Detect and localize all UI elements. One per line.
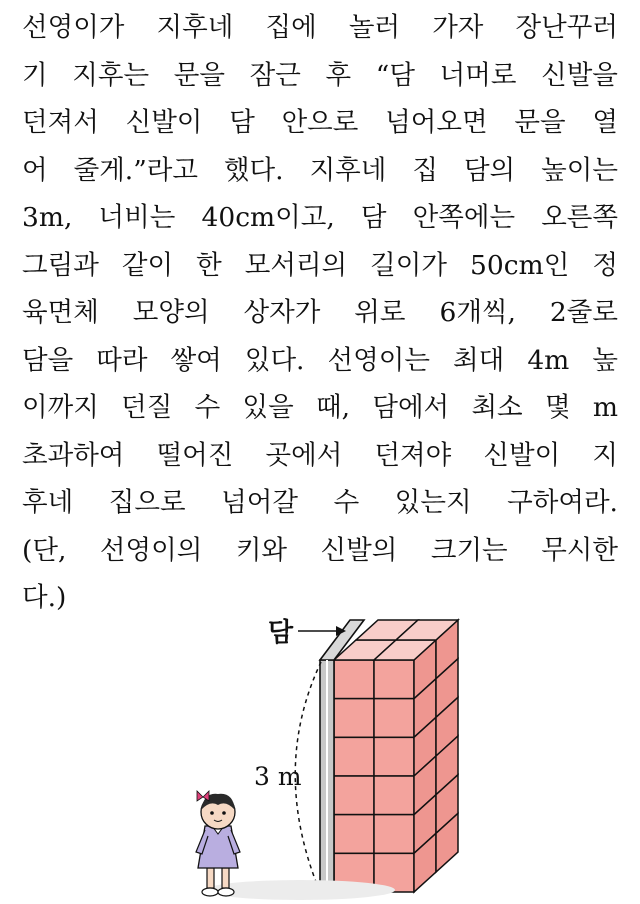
problem-word: 크기는 <box>430 534 508 566</box>
problem-line <box>22 52 618 100</box>
problem-word: 담의 <box>463 154 516 186</box>
problem-word: 40cm이고, <box>201 202 335 233</box>
problem-word: 몇 <box>544 392 571 423</box>
problem-line <box>22 337 618 385</box>
problem-word: 50cm인 <box>470 249 570 281</box>
girl-figure <box>196 791 240 896</box>
problem-word: 지후네 <box>156 12 234 43</box>
problem-word: 담 <box>229 107 255 138</box>
problem-line <box>22 4 618 52</box>
problem-word: 수 <box>333 487 360 518</box>
problem-word: 담에서 <box>372 392 450 423</box>
problem-word: 선영이가 <box>22 12 125 43</box>
problem-word: 집에 <box>265 12 317 43</box>
box-front <box>334 737 374 776</box>
box-front <box>374 699 414 738</box>
problem-word: 그림과 <box>22 249 99 281</box>
problem-word: 다.) <box>22 582 67 613</box>
problem-word: 어 <box>22 154 48 186</box>
problem-line <box>22 147 618 195</box>
problem-word: (단, <box>22 534 67 566</box>
problem-word: 곳에서 <box>265 439 343 471</box>
box-front <box>374 737 414 776</box>
problem-word: 문을 <box>173 59 225 91</box>
problem-word: 이까지 <box>22 392 99 423</box>
problem-word: 육면체 <box>22 297 99 328</box>
box-front <box>334 815 374 854</box>
problem-word: 3m, <box>22 202 73 233</box>
problem-word: 신발이 <box>483 439 561 471</box>
problem-line <box>22 432 618 480</box>
problem-word: 던질 <box>121 392 173 423</box>
figure <box>0 600 640 904</box>
problem-word: 위로 <box>354 297 406 328</box>
problem-word: 신발이 <box>125 107 203 138</box>
stacked-boxes <box>334 620 458 892</box>
problem-word: 문을 <box>514 107 566 138</box>
problem-word: 모양의 <box>132 297 210 328</box>
problem-word: 안으로 <box>281 107 359 138</box>
box-front <box>374 660 414 699</box>
problem-word: 집 <box>412 154 438 186</box>
problem-word: 후네 <box>22 487 74 518</box>
problem-word: 최대 <box>453 344 505 376</box>
problem-line <box>22 289 618 337</box>
problem-line <box>22 242 618 290</box>
box-front <box>334 776 374 815</box>
problem-word: 가자 <box>432 12 484 43</box>
problem-word: 상자가 <box>243 297 321 328</box>
height-arc <box>295 662 321 892</box>
problem-word: 떨어진 <box>156 439 234 471</box>
problem-word: 무시한 <box>541 534 618 566</box>
problem-word: 줄게.”라고 <box>73 154 198 186</box>
problem-word: 모서리의 <box>244 249 348 281</box>
problem-word: “담 <box>375 59 415 91</box>
problem-word: 지후네 <box>309 154 387 186</box>
problem-word: 구하여라. <box>507 487 618 518</box>
problem-line <box>22 99 618 147</box>
problem-word: 6개씩, <box>439 297 516 328</box>
box-front <box>374 815 414 854</box>
problem-word: 선영이는 <box>327 344 430 376</box>
problem-word: 했다. <box>223 154 284 186</box>
box-front <box>334 660 374 699</box>
problem-word: 높이는 <box>541 154 618 186</box>
problem-word: 최소 <box>471 392 523 423</box>
problem-word: 잠근 <box>249 59 301 91</box>
problem-word: 집으로 <box>108 487 186 518</box>
problem-word: 담 <box>360 202 387 233</box>
problem-word: 던져서 <box>22 107 99 138</box>
problem-word: 지 <box>592 439 618 471</box>
problem-word: 있는지 <box>394 487 472 518</box>
problem-word: 때, <box>316 392 351 423</box>
problem-word: 수 <box>194 392 221 423</box>
problem-word: 있을 <box>242 392 294 423</box>
problem-word: 초과하여 <box>22 439 125 471</box>
problem-word: 놀러 <box>348 12 401 43</box>
problem-word: 있다. <box>244 344 305 376</box>
wall-box-illustration <box>0 600 640 904</box>
problem-word: 장난꾸러 <box>515 12 618 43</box>
problem-word: 신발의 <box>320 534 398 566</box>
problem-word: 지후는 <box>72 59 150 91</box>
problem-word: 오른쪽 <box>541 202 618 233</box>
problem-word: 던져야 <box>374 439 452 471</box>
problem-word: 쌓여 <box>170 344 222 376</box>
problem-word: 선영이의 <box>99 534 203 566</box>
problem-word: 길이가 <box>370 249 447 281</box>
problem-line <box>22 384 618 432</box>
problem-word: 높 <box>592 344 618 376</box>
problem-text <box>22 4 618 622</box>
problem-word: 기 <box>22 59 48 91</box>
problem-line <box>22 479 618 527</box>
problem-word: 넘어오면 <box>385 107 488 138</box>
problem-word: 열 <box>592 107 618 138</box>
problem-word: 4m <box>527 344 570 376</box>
problem-word: m <box>592 392 618 423</box>
problem-line <box>22 194 618 242</box>
box-front <box>374 776 414 815</box>
problem-word: 후 <box>325 59 352 91</box>
box-front <box>334 699 374 738</box>
problem-word: 신발을 <box>541 59 618 91</box>
problem-word: 담을 <box>22 344 74 376</box>
problem-word: 정 <box>592 249 618 281</box>
problem-word: 같이 <box>121 249 174 281</box>
problem-word: 넘어갈 <box>221 487 298 518</box>
problem-line <box>22 527 618 575</box>
problem-word: 한 <box>196 249 222 281</box>
problem-word: 2줄로 <box>549 297 618 328</box>
problem-word: 너머로 <box>439 59 517 91</box>
problem-word: 키와 <box>235 534 288 566</box>
problem-word: 따라 <box>96 344 148 376</box>
problem-word: 안쪽에는 <box>412 202 516 233</box>
wall-label: 담 <box>268 618 294 648</box>
problem-word: 너비는 <box>98 202 176 233</box>
height-label: 3 m <box>254 762 302 791</box>
